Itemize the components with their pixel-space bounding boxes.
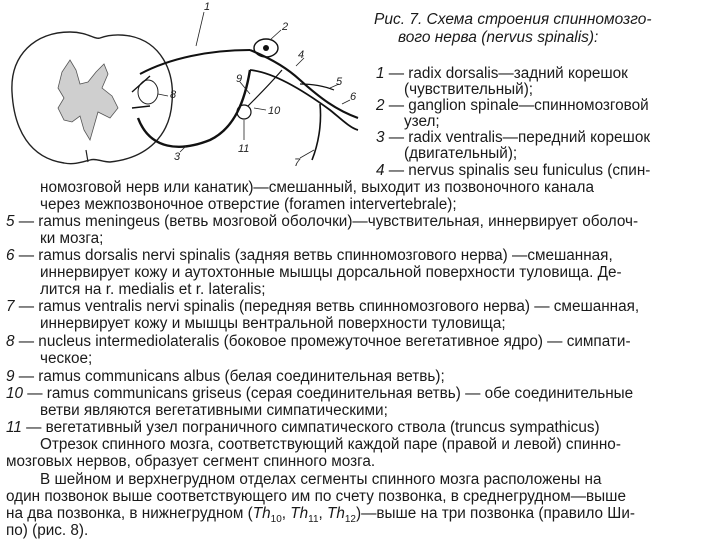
paragraph-2-line4: по) (рис. 8).: [6, 522, 89, 539]
legend-item-7: 7 — ramus ventralis nervi spinalis (передняя ветвь спинномозгового нерва) — смешанная,: [6, 298, 640, 315]
legend-item-1-cont: (чувствительный);: [404, 81, 534, 98]
legend-item-3: 3 — radix ventralis—передний корешок: [376, 129, 651, 146]
marker-7: 7: [294, 157, 301, 169]
legend-item-2-cont: узел;: [404, 113, 440, 130]
legend-item-5: 5 — ramus meningeus (ветвь мозговой оболочки)—чувствительная, иннервирует оболоч-: [6, 213, 639, 230]
legend-item-9: 9 — ramus communicans albus (белая соединительная ветвь);: [6, 368, 445, 385]
legend-item-4: 4 — nervus spinalis seu funiculus (спин-: [376, 162, 651, 179]
legend-item-10-cont: ветви являются вегетативными симпатическими;: [40, 402, 388, 419]
marker-2: 2: [282, 21, 289, 33]
legend-item-6-cont2: лится на r. medialis et r. lateralis;: [40, 281, 266, 298]
paragraph-2-line2: один позвонок выше соответствующего им по счету позвонка, в среднегрудном—выше: [6, 488, 626, 505]
legend-item-2: 2 — ganglion spinale—спинномозговой: [376, 97, 649, 114]
marker-9: 9: [236, 73, 243, 85]
legend-item-4-cont2: через межпозвоночное отверстие (foramen intervertebrale);: [40, 196, 457, 213]
paragraph-2-line3: на два позвонка, в нижнегрудном ($Th_{10}$, $Th_{11}$, $Th_{12})—выше$ на три позвонка (правило Ши-: [6, 505, 635, 526]
legend-item-8: 8 — nucleus intermediolateralis (боковое промежуточное вегетативное ядро) — симпати-: [6, 333, 631, 350]
marker-6: 6: [350, 91, 357, 103]
legend-item-11: 11 — вегетативный узел пограничного симпатического ствола (truncus sympathicus): [6, 419, 600, 436]
marker-5: 5: [336, 76, 343, 88]
legend-item-1: 1 — radix dorsalis—задний корешок: [376, 65, 628, 82]
ventral-root-line: [138, 70, 250, 147]
paragraph-1-line1: Отрезок спинного мозга, соответствующий каждой паре (правой и левой) спинно-: [40, 436, 621, 453]
legend-item-10: 10 — ramus communicans griseus (серая соединительная ветвь) — обе соединительные: [6, 385, 634, 402]
grey-matter: [58, 60, 118, 140]
legend-item-6-cont1: иннервирует кожу и аутохтонные мышцы дорсальной поверхности туловища. Де-: [40, 264, 622, 281]
sympathetic-ganglion: [237, 105, 251, 119]
spinal-nerve-diagram: [0, 0, 370, 185]
marker-11: 11: [238, 143, 250, 155]
legend-item-4-cont1: номозговой нерв или канатик)—смешанный, выходит из позвоночного канала: [40, 179, 594, 196]
legend-item-3-cont: (двигательный);: [404, 145, 518, 162]
legend-item-5-cont: ки мозга;: [40, 230, 104, 247]
marker-4: 4: [298, 49, 305, 61]
figure-caption-line2: вого нерва (nervus spinalis):: [398, 29, 599, 46]
legend-item-7-cont: иннервирует кожу и мышцы вентральной поверхности туловища;: [40, 315, 506, 332]
legend-item-6: 6 — ramus dorsalis nervi spinalis (задняя ветвь спинномозгового нерва) —смешанная,: [6, 247, 613, 264]
marker-1: 1: [204, 1, 211, 13]
paragraph-1-line2: мозговых нервов, образует сегмент спинного мозга.: [6, 453, 376, 470]
marker-10: 10: [268, 105, 281, 117]
marker-8: 8: [170, 89, 177, 101]
legend-item-8-cont: ческое;: [40, 350, 93, 367]
paragraph-2-line1: В шейном и верхнегрудном отделах сегменты спинного мозга расположены на: [40, 471, 602, 488]
marker-3: 3: [174, 151, 181, 163]
figure-caption-line1: Рис. 7. Схема строения спинномозго-: [374, 11, 652, 28]
dorsal-root-line: [140, 50, 250, 74]
